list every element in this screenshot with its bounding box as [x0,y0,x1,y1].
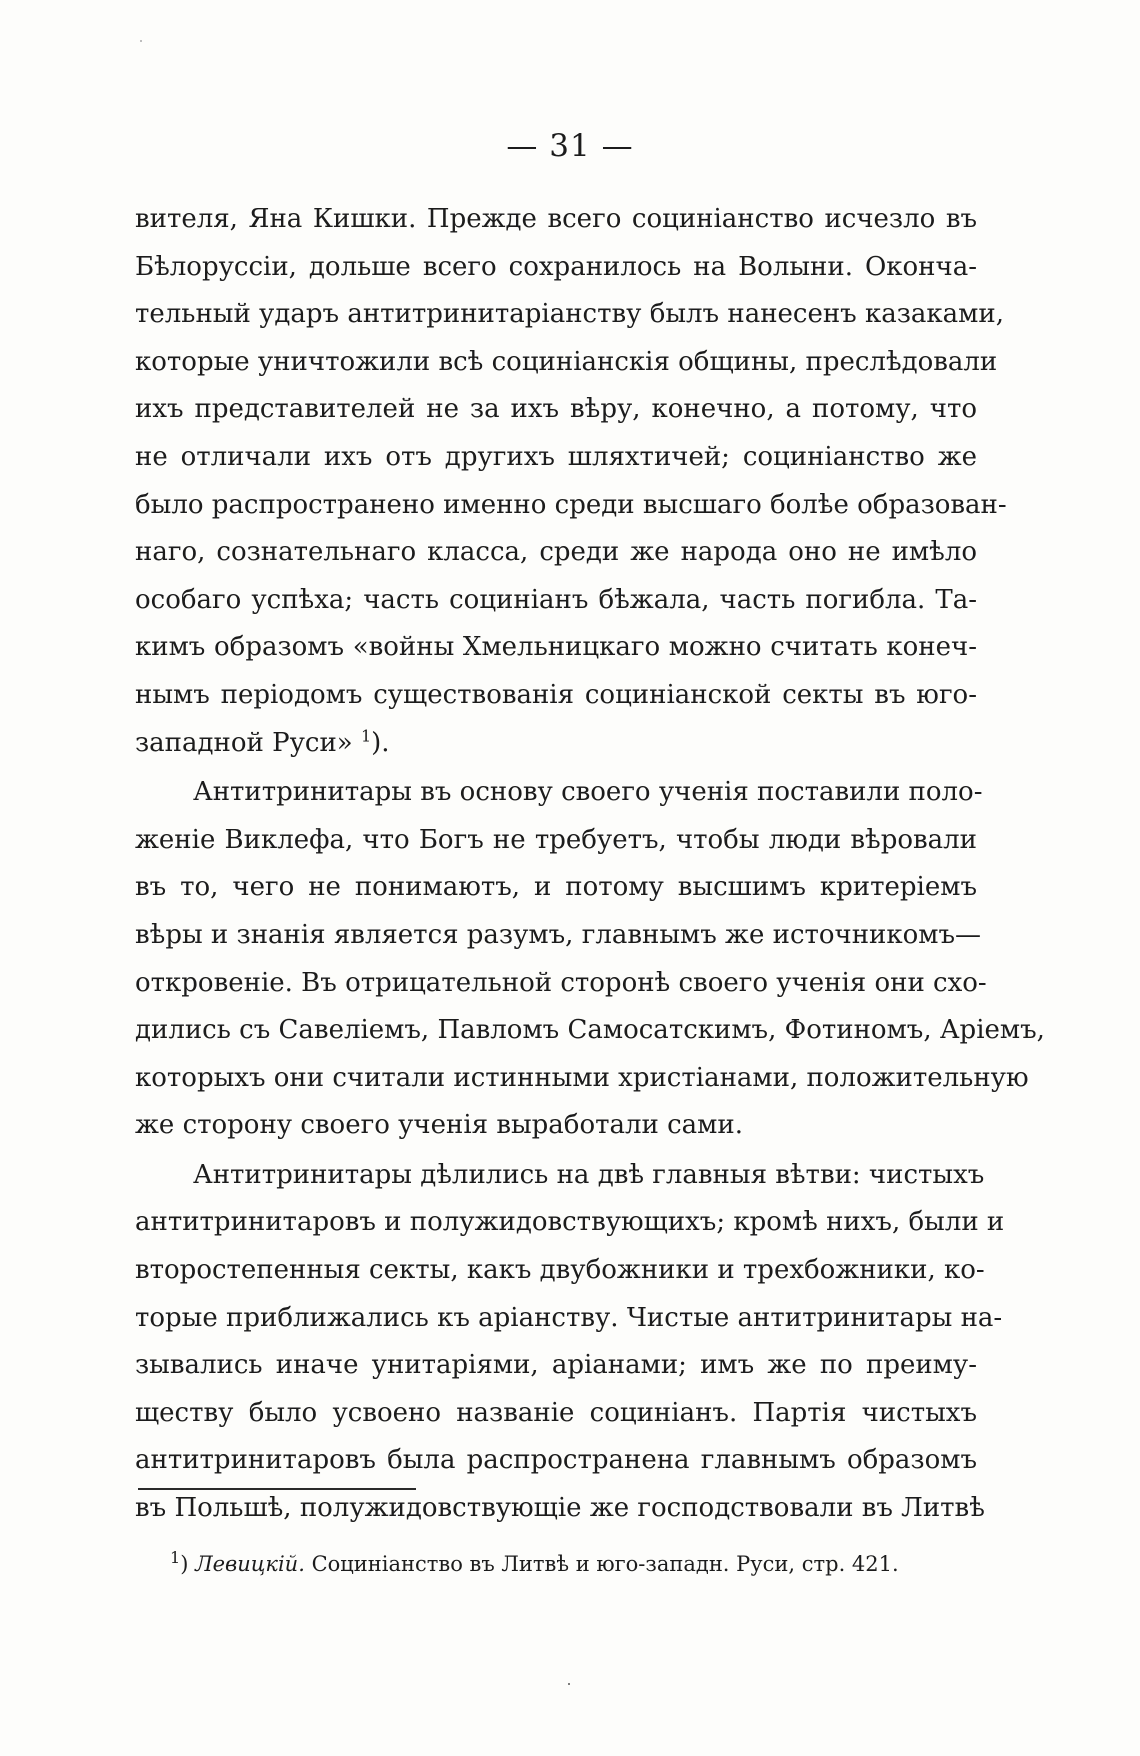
text-line: было распространено именно среди высшаго болѣе образован- [135,489,1007,520]
text-line: антитринитаровъ и полужидовствующихъ; кромѣ нихъ, были и [135,1207,1005,1238]
text-line: въ то, чего не понимаютъ, и потому высшимъ критеріемъ [135,872,977,903]
text-line: второстепенныя секты, какъ двубожники и трехбожники, ко- [135,1255,985,1286]
paper-speck [568,1683,570,1685]
text-line: вителя, Яна Кишки. Прежде всего социніанство исчезло въ [135,204,977,234]
text-line: антитринитаровъ была распространена главнымъ образомъ [135,1445,977,1476]
text-line: ществу было усвоено названіе социніанъ. Партія чистыхъ [135,1397,977,1428]
text-line: Антитринитары въ основу своего ученія поставили поло- [193,777,983,808]
text-line: женіе Виклефа, что Богъ не требуетъ, чтобы люди вѣровали [135,824,977,855]
text-line: дились съ Савеліемъ, Павломъ Самосатскимъ, Фотиномъ, Аріемъ, [135,1015,1045,1046]
text-line: торые приближались къ аріанству. Чистые антитринитары на- [135,1302,1003,1333]
text-line: не отличали ихъ отъ другихъ шляхтичей; социніанство же [135,441,977,472]
footnote-text: Социніанство въ Литвѣ и юго-западн. Руси, стр. 421. [311,1552,899,1576]
text-fragment: западной Руси» [135,727,353,758]
paper-speck [140,40,142,42]
text-line: особаго успѣха; часть социніанъ бѣжала, часть погибла. Та- [135,584,977,615]
footnote-divider [138,1488,416,1490]
text-line: Бѣлоруссіи, дольше всего сохранилось на Волыни. Оконча- [135,251,977,282]
text-line: откровеніе. Въ отрицательной сторонѣ своего ученія они схо- [135,967,987,998]
footnote-marker: 1 [170,1548,181,1567]
paragraph [135,769,1045,1150]
text-line-last: же сторону своего ученія выработали сами. [135,1110,743,1141]
text-line-last [135,720,977,768]
footnote-paren: ) [180,1552,189,1576]
text-line: нымъ періодомъ существованія социніанской секты въ юго- [135,679,977,710]
text-line: наго, сознательнаго класса, среди же народа оно не имѣло [135,537,977,568]
text-line: которыхъ они считали истинными христіанами, положительную [135,1062,1029,1093]
paragraph [135,196,1007,767]
text-line: въ Польшѣ, полужидовствующіе же господствовали въ Литвѣ [135,1493,985,1524]
footnote [170,1548,899,1576]
footnote-reference[interactable]: 1 [360,725,372,745]
text-line: ихъ представителей не за ихъ вѣру, конечно, а потому, что [135,394,977,425]
text-line: кимъ образомъ «войны Хмельницкаго можно считать конеч- [135,632,977,663]
body-text [135,196,1045,1533]
text-line: зывались иначе унитаріями, аріанами; имъ же по преиму- [135,1350,977,1381]
text-line: Антитринитары дѣлились на двѣ главныя вѣтви: чистыхъ [193,1159,985,1190]
page-number: — 31 — [506,128,634,164]
text-line: вѣры и знанія является разумъ, главнымъ же источникомъ— [135,919,982,950]
text-fragment: ). [371,727,390,758]
footnote-author: Левицкій. [195,1552,305,1576]
text-line: тельный ударъ антитринитаріанству былъ нанесенъ казаками, [135,299,1004,330]
paragraph [135,1152,1005,1533]
text-line: которые уничтожили всѣ социніанскія общины, преслѣдовали [135,346,998,377]
